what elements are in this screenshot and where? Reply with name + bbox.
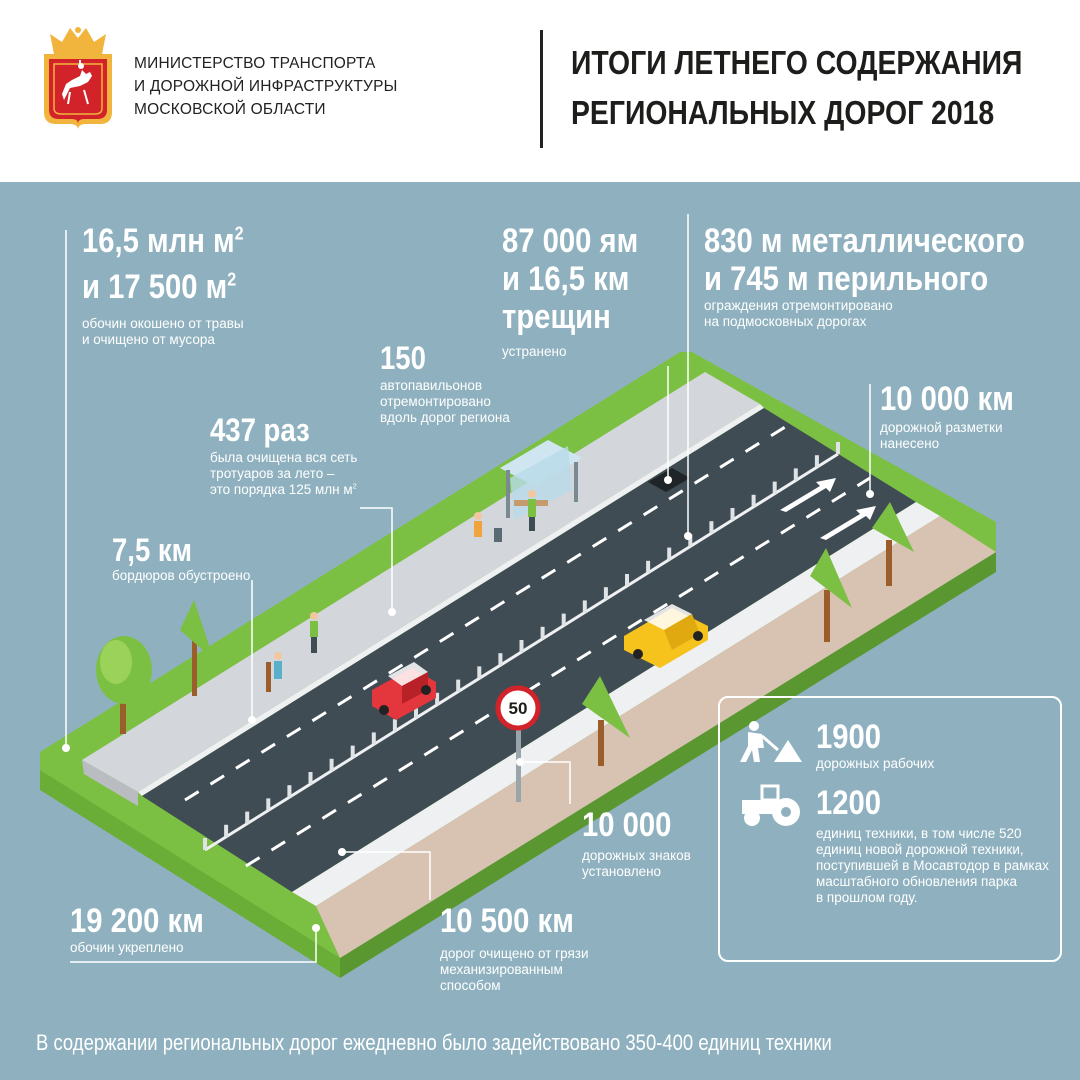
stat-workers-value: 1900 xyxy=(816,718,882,756)
stat-workers-desc: дорожных рабочих xyxy=(816,756,935,771)
stat-sidewalks-desc: была очищена вся сеть тротуаров за лето – это порядка 125 млн $м^2$ xyxy=(210,450,358,497)
ministry-name-line-1: МИНИСТЕРСТВО ТРАНСПОРТА xyxy=(134,55,376,72)
stat-fences-desc: ограждения отремонтировано на подмосковных дорогах xyxy=(704,298,893,329)
main-panel xyxy=(0,182,1080,1080)
stat-fences-value-1: 830 м металлического xyxy=(704,222,1025,260)
footer-note: В содержании региональных дорог ежедневно было задействовано 350-400 единиц техники xyxy=(36,1030,832,1055)
stat-signs-value: 10 000 xyxy=(582,806,672,844)
stat-potholes-value-2: и 16,5 км xyxy=(502,260,630,298)
header xyxy=(0,0,1080,182)
moscow-region-coat-of-arms-icon xyxy=(40,24,116,132)
stat-curbs-value: 7,5 км xyxy=(112,532,193,568)
stat-marking-desc: дорожной разметки нанесено xyxy=(880,420,1003,451)
road-worker-icon xyxy=(738,720,804,764)
page-title-line-2: РЕГИОНАЛЬНЫХ ДОРОГ 2018 xyxy=(571,94,995,131)
stat-cleaned-desc: дорог очищено от грязи механизированным способом xyxy=(440,946,589,993)
stat-sidewalks-value: 437 раз xyxy=(210,412,310,448)
stat-shoulders-desc: обочин укреплено xyxy=(70,940,184,955)
stat-marking-value: 10 000 км xyxy=(880,380,1014,418)
stat-pavilions-desc: автопавильонов отремонтировано вдоль дорог региона xyxy=(380,378,510,425)
stat-potholes-value-1: 87 000 ям xyxy=(502,222,639,260)
header-divider xyxy=(540,30,543,148)
stat-signs-desc: дорожных знаков установлено xyxy=(582,848,691,879)
stat-mowed-value-2: и 17 500 $м^2$ xyxy=(82,268,237,306)
stat-potholes-desc: устранено xyxy=(502,344,567,359)
stat-cleaned-value: 10 500 км xyxy=(440,902,574,940)
stat-pavilions-value: 150 xyxy=(380,340,426,376)
stat-mowed-desc: обочин окошено от травы и очищено от мусора xyxy=(82,316,244,347)
ministry-name-line-2: И ДОРОЖНОЙ ИНФРАСТРУКТУРЫ xyxy=(134,78,398,95)
stat-machinery-desc: единиц техники, в том числе 520 единиц новой дорожной техники, поступившей в Мосавтодор в рамках масштабного обновления парка в прошлом году. xyxy=(816,826,1049,905)
stat-machinery-value: 1200 xyxy=(816,784,882,822)
page-title-line-1: ИТОГИ ЛЕТНЕГО СОДЕРЖАНИЯ xyxy=(571,44,1023,81)
resources-box xyxy=(718,696,1062,962)
stat-fences-value-2: и 745 м перильного xyxy=(704,260,989,298)
ministry-name-line-3: МОСКОВСКОЙ ОБЛАСТИ xyxy=(134,101,326,118)
stat-curbs-desc: бордюров обустроено xyxy=(112,568,251,583)
speed-limit-value: 50 xyxy=(508,699,528,718)
stat-potholes-value-3: трещин xyxy=(502,298,611,336)
stat-shoulders-value: 19 200 км xyxy=(70,902,204,940)
road-roller-icon xyxy=(738,782,802,828)
stat-mowed-value-1: 16,5 млн $м^2$ xyxy=(82,222,244,260)
